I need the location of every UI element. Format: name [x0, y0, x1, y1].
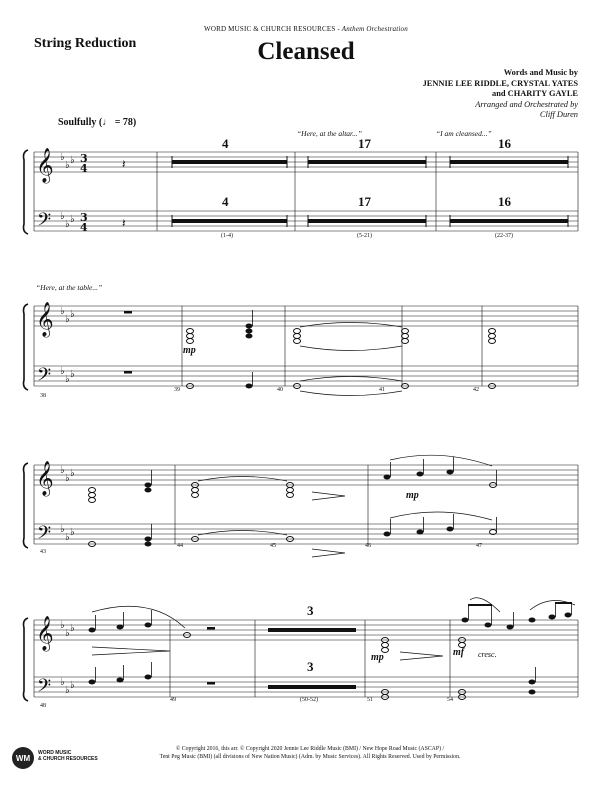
svg-text:♭: ♭: [65, 532, 70, 543]
svg-text:♭: ♭: [60, 677, 65, 688]
rest-count-3-bass: 16: [498, 194, 511, 209]
svg-text:♭: ♭: [70, 527, 75, 538]
svg-text:♭: ♭: [60, 620, 65, 631]
svg-text:𝄢: 𝄢: [37, 523, 52, 548]
dynamic-mp-38: mp: [183, 345, 196, 356]
svg-text:4: 4: [80, 221, 88, 234]
logo-name: WORD MUSIC: [38, 750, 72, 756]
svg-text:♭: ♭: [60, 366, 65, 377]
svg-text:4: 4: [80, 162, 88, 175]
measure-number-51: 51: [367, 697, 373, 703]
cue-cleansed: “I am cleansed...”: [436, 129, 492, 138]
rest-count-50-52-treble: 3: [307, 603, 314, 618]
svg-text:♭: ♭: [65, 374, 70, 385]
dynamic-mp-51: mp: [371, 652, 384, 663]
svg-text:♭: ♭: [60, 152, 65, 163]
svg-text:♭: ♭: [70, 369, 75, 380]
composers-line-1: JENNIE LEE RIDDLE, CRYSTAL YATES: [422, 78, 578, 88]
arranger-name: Cliff Duren: [539, 110, 578, 120]
tempo-bpm: (♩ = 78): [98, 117, 137, 128]
svg-text:𝄽: 𝄽: [122, 216, 126, 230]
measure-number-46: 46: [365, 543, 371, 549]
measure-number-49: 49: [170, 697, 176, 703]
svg-text:♭: ♭: [70, 214, 75, 225]
svg-text:𝄞: 𝄞: [36, 616, 54, 651]
range-label-3: (22-37): [495, 233, 513, 239]
logo-tagline: & CHURCH RESOURCES: [38, 756, 98, 762]
svg-text:♭: ♭: [70, 623, 75, 634]
rest-count-3-treble: 16: [498, 136, 511, 151]
svg-text:♭: ♭: [70, 468, 75, 479]
cue-altar: “Here, at the altar...”: [297, 129, 362, 138]
words-music-label: Words and Music by: [503, 68, 578, 77]
svg-text:3: 3: [80, 152, 88, 165]
svg-text:♭: ♭: [65, 685, 70, 696]
measure-number-40: 40: [277, 387, 283, 393]
measure-number-44: 44: [177, 543, 183, 549]
measure-number-45: 45: [270, 543, 276, 549]
svg-text:♭: ♭: [65, 628, 70, 639]
measure-number-48: 48: [40, 703, 46, 709]
copyright-notice: [90, 745, 530, 761]
svg-text:♭: ♭: [65, 314, 70, 325]
publisher-name: WORD MUSIC & CHURCH RESOURCES: [204, 25, 336, 33]
svg-text:♭: ♭: [60, 524, 65, 535]
rest-count-2-bass: 17: [358, 194, 371, 209]
tempo-word: Soulfully: [58, 117, 97, 128]
cue-table: “Here, at the table...”: [36, 283, 103, 292]
cresc-marking: cresc.: [478, 650, 497, 659]
word-music-logo-icon: WM: [12, 747, 34, 769]
rest-count-1-treble: 4: [222, 136, 229, 151]
svg-text:𝄞: 𝄞: [36, 461, 54, 496]
series-name: - Anthem Orchestration: [337, 25, 408, 33]
part-name: String Reduction: [34, 36, 137, 51]
copyright-line-1: © Copyright 2016, this arr. © Copyright 2020 Jennie Lee Riddle Music (BMI) / New Hope Road Music (ASCAP) /: [175, 746, 445, 752]
measure-number-41: 41: [379, 387, 385, 393]
treble-clef-icon: 𝄞: [36, 148, 54, 183]
dynamic-mp-46: mp: [406, 490, 419, 501]
range-label-1: (1-4): [221, 233, 233, 239]
svg-text:𝄢: 𝄢: [37, 365, 52, 390]
measure-number-43: 43: [40, 549, 46, 555]
svg-text:♭: ♭: [65, 160, 70, 171]
svg-text:♭: ♭: [70, 155, 75, 166]
range-label-50-52: (50-52): [300, 697, 318, 703]
measure-number-39: 39: [174, 387, 180, 393]
svg-text:♭: ♭: [65, 473, 70, 484]
rest-count-2-treble: 17: [358, 136, 371, 151]
bass-clef-icon: 𝄢: [37, 210, 52, 235]
measure-number-42: 42: [473, 387, 479, 393]
svg-text:3: 3: [80, 211, 88, 224]
measure-number-38: 38: [40, 393, 46, 399]
svg-text:♭: ♭: [70, 680, 75, 691]
rest-count-50-52-bass: 3: [307, 659, 314, 674]
range-label-2: (5-21): [357, 233, 372, 239]
rest-count-1-bass: 4: [222, 194, 229, 209]
measure-number-54: 54: [447, 697, 453, 703]
svg-text:𝄽: 𝄽: [122, 157, 126, 171]
svg-text:♭: ♭: [65, 219, 70, 230]
svg-text:♭: ♭: [60, 211, 65, 222]
composers-line-2: and CHARITY GAYLE: [492, 89, 578, 99]
song-title: Cleansed: [257, 38, 355, 65]
svg-text:♭: ♭: [70, 309, 75, 320]
svg-text:𝄞: 𝄞: [36, 302, 54, 337]
svg-text:♭: ♭: [60, 465, 65, 476]
svg-text:𝄢: 𝄢: [37, 676, 52, 701]
measure-number-47: 47: [476, 543, 482, 549]
arranged-label: Arranged and Orchestrated by: [475, 99, 578, 109]
svg-text:♭: ♭: [60, 306, 65, 317]
dynamic-mf-54: mf: [453, 647, 465, 658]
copyright-line-2: Tent Peg Music (BMI) (all divisions of New Nation Music) (Adm. by Music Services). All Rights Reserved. Used by Permission.: [159, 754, 461, 760]
logo-text: [38, 750, 98, 762]
